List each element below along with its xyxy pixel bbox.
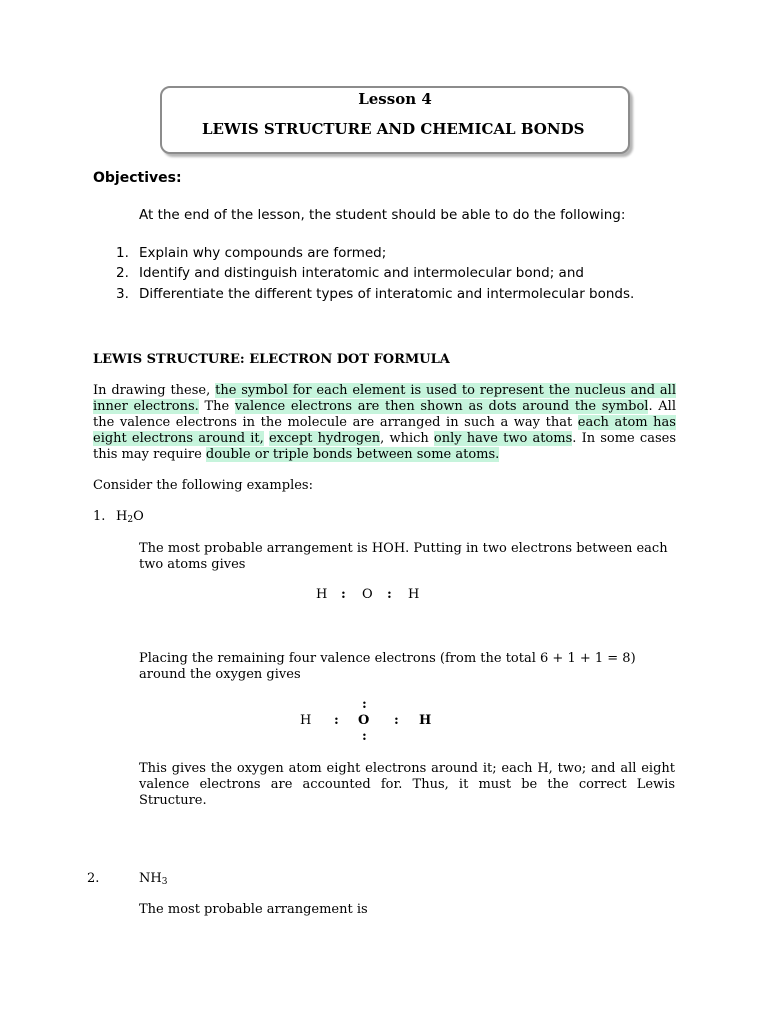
lone-pair-bottom: : xyxy=(362,729,367,744)
example1-paragraph-3: This gives the oxygen atom eight electrons around it; each H, two; and all eight valence electrons are accounted for. Thus, it must be the correct Lewis Structure. xyxy=(139,761,675,808)
objective-text: Explain why compounds are formed; xyxy=(139,245,387,261)
text-segment: , which xyxy=(380,431,434,446)
highlighted-text: except hydrogen xyxy=(268,431,381,446)
electron-pair: : xyxy=(341,587,346,602)
formula-end: O xyxy=(133,509,144,524)
objective-text: Differentiate the different types of interatomic and intermolecular bonds. xyxy=(139,286,635,302)
example2-paragraph-1: The most probable arrangement is xyxy=(139,902,368,917)
highlighted-text: each atom has eight electrons around it, xyxy=(93,415,676,446)
objective-number: 1. xyxy=(116,245,129,261)
formula-main: NH xyxy=(139,871,162,886)
atom-h: H xyxy=(408,587,420,602)
text-segment: In drawing these, xyxy=(93,383,216,398)
atom-o: O xyxy=(362,587,373,602)
example-number: 2. xyxy=(87,871,100,886)
section-heading: LEWIS STRUCTURE: ELECTRON DOT FORMULA xyxy=(93,352,450,367)
highlighted-text: only have two atoms xyxy=(433,431,573,446)
objectives-intro: At the end of the lesson, the student should be able to do the following: xyxy=(139,207,626,223)
example1-paragraph-2: Placing the remaining four valence electrons (from the total 6 + 1 + 1 = 8) around the oxygen gives xyxy=(139,651,636,682)
lesson-title: LEWIS STRUCTURE AND CHEMICAL BONDS xyxy=(202,120,585,138)
atom-h: H xyxy=(316,587,328,602)
lewis-intro-paragraph xyxy=(93,383,676,463)
lone-pair-top: : xyxy=(362,697,367,712)
consider-text: Consider the following examples: xyxy=(93,478,313,493)
example-formula xyxy=(139,871,167,887)
text-segment: . In some cases this may require xyxy=(93,431,676,462)
atom-o: O xyxy=(358,713,370,728)
text-segment: The xyxy=(198,399,235,414)
formula-subscript: 2 xyxy=(127,515,134,525)
example1-paragraph-1: The most probable arrangement is HOH. Putting in two electrons between each two atoms gives xyxy=(139,541,668,572)
objective-number: 2. xyxy=(116,265,129,281)
highlighted-text: double or triple bonds between some atoms. xyxy=(205,447,500,462)
objective-number: 3. xyxy=(116,286,129,302)
electron-pair: : xyxy=(387,587,392,602)
objective-text: Identify and distinguish interatomic and intermolecular bond; and xyxy=(139,265,584,281)
example-formula xyxy=(116,509,144,525)
atom-h: H xyxy=(300,713,312,728)
lesson-number: Lesson 4 xyxy=(358,90,432,108)
lesson-title-box xyxy=(160,86,630,154)
objectives-heading: Objectives: xyxy=(93,170,182,186)
electron-pair: : xyxy=(394,713,399,728)
formula-main: H xyxy=(116,509,128,524)
atom-h: H xyxy=(419,713,432,728)
example-number: 1. xyxy=(93,509,106,524)
highlighted-text: valence electrons are then shown as dots around the symbol xyxy=(234,399,649,414)
highlighted-text: the symbol for each element is used to represent the nucleus and all inner electrons. xyxy=(93,383,676,414)
formula-subscript: 3 xyxy=(161,877,168,887)
text-segment: . All the valence electrons in the molecule are arranged in such a way that xyxy=(93,399,676,430)
electron-pair: : xyxy=(334,713,339,728)
